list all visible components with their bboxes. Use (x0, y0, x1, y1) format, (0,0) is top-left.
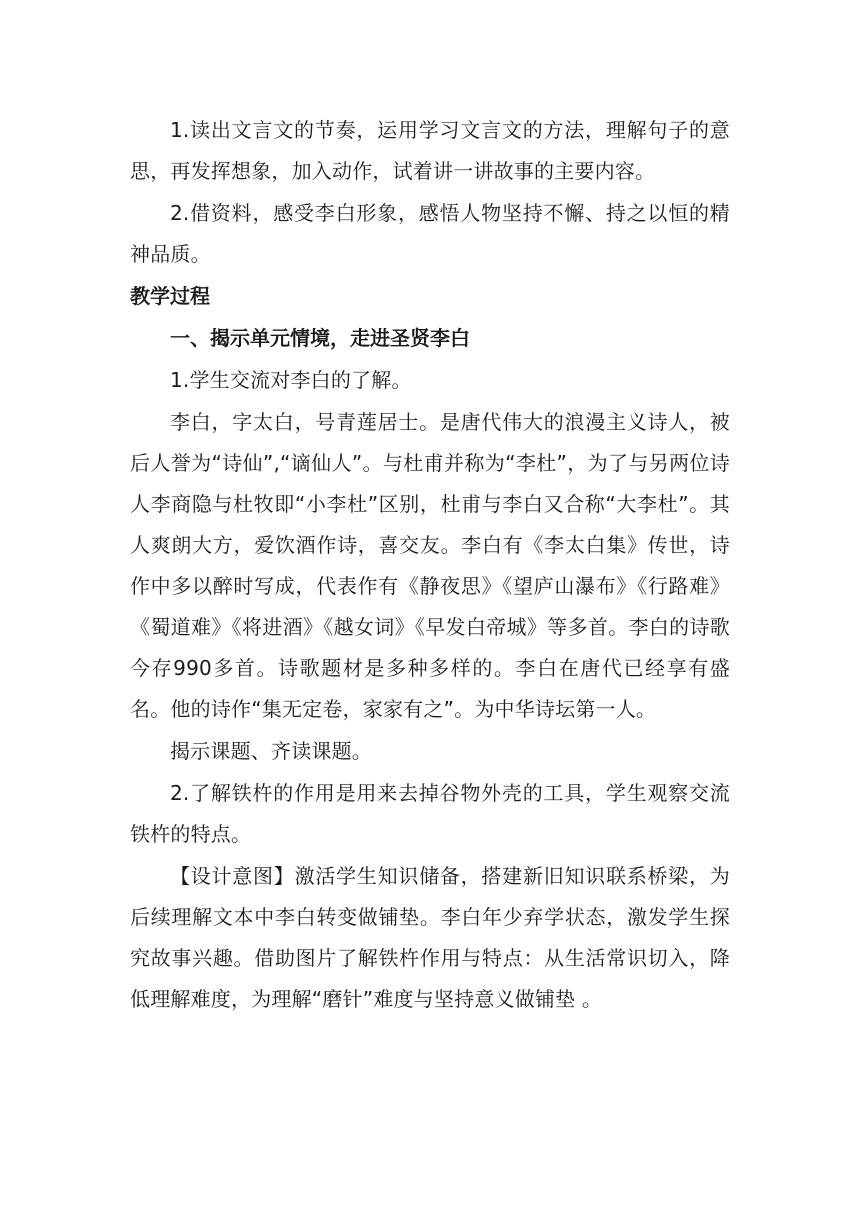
document-body (130, 110, 730, 1021)
libai-introduction: 李白，字太白，号青莲居士。是唐代伟大的浪漫主义诗人，被后人誉为“诗仙”,“谪仙人”。与杜甫并称为“李杜”，为了与另两位诗人李商隐与杜牧即“小李杜”区别，杜甫与李白又合称“大李杜”。其人爽朗大方，爱饮酒作诗，喜交友。李白有《李太白集》传世，诗作中多以醉时写成，代表作有《静夜思》《望庐山瀑布》《行路难》《蜀道难》《将进酒》《越女词》《早发白帝城》等多首。李白的诗歌今存990多首。诗歌题材是多种多样的。李白在唐代已经享有盛名。他的诗作“集无定卷，家家有之”。为中华诗坛第一人。 (130, 410, 730, 721)
design-intent: 【设计意图】激活学生知识储备，搭建新旧知识联系桥梁，为后续理解文本中李白转变做铺垫。李白年少弃学状态，激发学生探究故事兴趣。借助图片了解铁杵作用与特点：从生活常识切入，降低理解难度，为理解“磨针”难度与坚持意义做铺垫 。 (130, 864, 730, 1011)
reveal-title: 揭示课题、齐读课题。 (170, 739, 372, 763)
objective-2: 2.借资料，感受李白形象，感悟人物坚持不懈、持之以恒的精神品质。 (130, 201, 730, 266)
heading-teaching-process: 教学过程 (130, 284, 210, 308)
heading-section-1: 一、揭示单元情境，走进圣贤李白 (170, 326, 470, 350)
step-1: 1.学生交流对李白的了解。 (170, 368, 412, 392)
step-2: 2.了解铁杵的作用是用来去掉谷物外壳的工具，学生观察交流铁杵的特点。 (130, 781, 730, 846)
objective-1: 1.读出文言文的节奏，运用学习文言文的方法，理解句子的意思，再发挥想象，加入动作，试着讲一讲故事的主要内容。 (130, 118, 730, 183)
